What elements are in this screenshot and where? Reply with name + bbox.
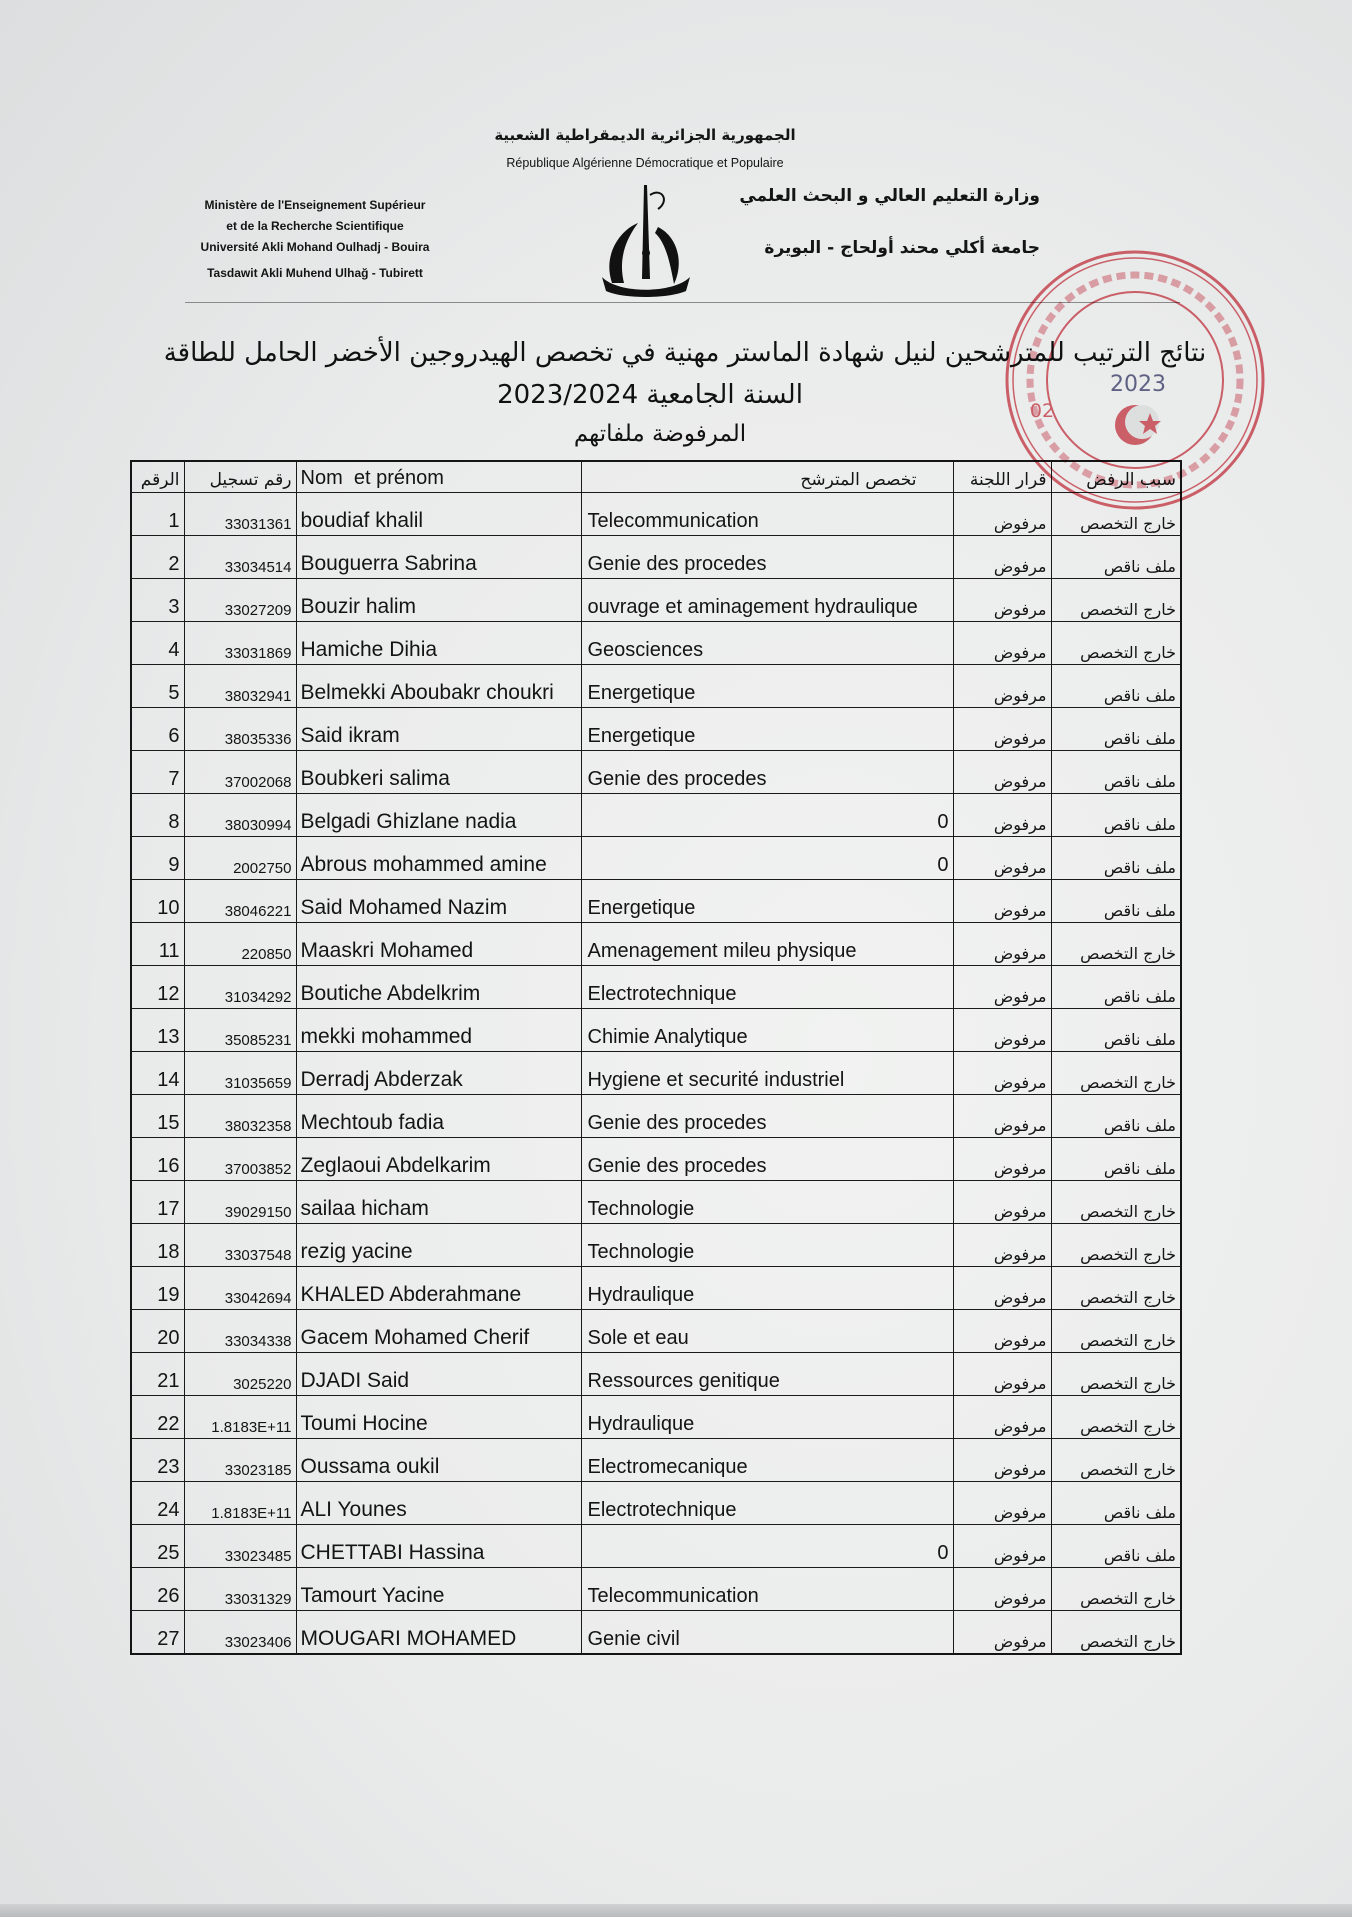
- candidate-name-cell: Mechtoub fadia: [296, 1095, 581, 1138]
- registration-number-cell: 35085231: [184, 1009, 296, 1052]
- table-row: [131, 665, 1181, 708]
- row-number-cell: 19: [131, 1267, 184, 1310]
- registration-number-cell: 33034514: [184, 536, 296, 579]
- rejection-reason-cell: خارج التخصص: [1051, 1267, 1181, 1310]
- candidate-specialty-cell: Technologie: [581, 1224, 953, 1267]
- row-number-cell: 27: [131, 1611, 184, 1655]
- table-row: [131, 1009, 1181, 1052]
- committee-decision-cell: مرفوض: [953, 1267, 1051, 1310]
- table-row: [131, 1095, 1181, 1138]
- rejection-reason-cell: خارج التخصص: [1051, 493, 1181, 536]
- rejection-reason-cell: ملف ناقص: [1051, 794, 1181, 837]
- committee-decision-cell: مرفوض: [953, 1611, 1051, 1655]
- republic-name-french: République Algérienne Démocratique et Populaire: [506, 156, 784, 170]
- candidate-name-cell: mekki mohammed: [296, 1009, 581, 1052]
- rejection-reason-cell: خارج التخصص: [1051, 923, 1181, 966]
- candidate-name-cell: DJADI Said: [296, 1353, 581, 1396]
- committee-decision-cell: مرفوض: [953, 1568, 1051, 1611]
- candidate-specialty-cell: Genie des procedes: [581, 536, 953, 579]
- rejection-reason-cell: خارج التخصص: [1051, 1052, 1181, 1095]
- candidate-name-cell: Said Mohamed Nazim: [296, 880, 581, 923]
- rejection-reason-cell: ملف ناقص: [1051, 1009, 1181, 1052]
- candidate-specialty-cell: Genie civil: [581, 1611, 953, 1655]
- column-header-number: الرقم: [131, 461, 184, 493]
- row-number-cell: 2: [131, 536, 184, 579]
- candidate-name-cell: CHETTABI Hassina: [296, 1525, 581, 1568]
- rejection-reason-cell: ملف ناقص: [1051, 751, 1181, 794]
- committee-decision-cell: مرفوض: [953, 622, 1051, 665]
- candidate-name-cell: Derradj Abderzak: [296, 1052, 581, 1095]
- rejection-reason-cell: ملف ناقص: [1051, 966, 1181, 1009]
- committee-decision-cell: مرفوض: [953, 1353, 1051, 1396]
- table-row: [131, 794, 1181, 837]
- table-row: [131, 751, 1181, 794]
- stamp-year: 2023: [1110, 372, 1166, 397]
- rejection-reason-cell: ملف ناقص: [1051, 1525, 1181, 1568]
- row-number-cell: 25: [131, 1525, 184, 1568]
- table-row: [131, 923, 1181, 966]
- committee-decision-cell: مرفوض: [953, 1052, 1051, 1095]
- table-row: [131, 1568, 1181, 1611]
- table-row: [131, 536, 1181, 579]
- table-row: [131, 1353, 1181, 1396]
- document-title: نتائج الترتيب للمترشحين لنيل شهادة الماستر مهنية في تخصص الهيدروجين الأخضر الحامل للطاقة: [163, 338, 1207, 368]
- candidate-name-cell: Abrous mohammed amine: [296, 837, 581, 880]
- republic-name-arabic: الجمهورية الجزائرية الديمقراطية الشعبية: [494, 126, 796, 144]
- university-name-amazigh: Tasdawit Akli Muhend Ulhağ - Tubirett: [207, 266, 423, 280]
- committee-decision-cell: مرفوض: [953, 837, 1051, 880]
- table-row: [131, 622, 1181, 665]
- ministry-line-french: Ministère de l'Enseignement Supérieur: [204, 198, 426, 212]
- table-row: [131, 1224, 1181, 1267]
- academic-year: السنة الجامعية 2023/2024: [497, 380, 803, 410]
- registration-number-cell: 38035336: [184, 708, 296, 751]
- candidate-specialty-cell: Hydraulique: [581, 1396, 953, 1439]
- row-number-cell: 10: [131, 880, 184, 923]
- row-number-cell: 13: [131, 1009, 184, 1052]
- candidate-name-cell: Belmekki Aboubakr choukri: [296, 665, 581, 708]
- committee-decision-cell: مرفوض: [953, 1439, 1051, 1482]
- table-row: [131, 837, 1181, 880]
- candidate-name-cell: Hamiche Dihia: [296, 622, 581, 665]
- candidate-name-cell: Tamourt Yacine: [296, 1568, 581, 1611]
- table-row: [131, 1482, 1181, 1525]
- candidate-specialty-cell: Hygiene et securité industriel: [581, 1052, 953, 1095]
- candidate-name-cell: KHALED Abderahmane: [296, 1267, 581, 1310]
- registration-number-cell: 37003852: [184, 1138, 296, 1181]
- registration-number-cell: 33031329: [184, 1568, 296, 1611]
- committee-decision-cell: مرفوض: [953, 579, 1051, 622]
- candidate-specialty-cell: Amenagement mileu physique: [581, 923, 953, 966]
- committee-decision-cell: مرفوض: [953, 493, 1051, 536]
- committee-decision-cell: مرفوض: [953, 1224, 1051, 1267]
- registration-number-cell: 33027209: [184, 579, 296, 622]
- registration-number-cell: 1.8183E+11: [184, 1482, 296, 1525]
- registration-number-cell: 33042694: [184, 1267, 296, 1310]
- row-number-cell: 14: [131, 1052, 184, 1095]
- candidate-specialty-cell: Telecommunication: [581, 493, 953, 536]
- column-header-reason: سبب الرفض: [1051, 461, 1181, 493]
- candidate-specialty-cell: 0: [581, 1525, 953, 1568]
- rejection-reason-cell: ملف ناقص: [1051, 880, 1181, 923]
- column-header-registration: رقم تسجيل: [184, 461, 296, 493]
- row-number-cell: 9: [131, 837, 184, 880]
- candidate-name-cell: Maaskri Mohamed: [296, 923, 581, 966]
- row-number-cell: 8: [131, 794, 184, 837]
- registration-number-cell: 38032941: [184, 665, 296, 708]
- candidate-specialty-cell: Hydraulique: [581, 1267, 953, 1310]
- row-number-cell: 11: [131, 923, 184, 966]
- official-stamp: [1000, 245, 1270, 515]
- candidate-name-cell: Bouguerra Sabrina: [296, 536, 581, 579]
- row-number-cell: 4: [131, 622, 184, 665]
- registration-number-cell: 33031869: [184, 622, 296, 665]
- candidate-specialty-cell: Electrotechnique: [581, 966, 953, 1009]
- row-number-cell: 5: [131, 665, 184, 708]
- rejection-reason-cell: خارج التخصص: [1051, 579, 1181, 622]
- registration-number-cell: 33023485: [184, 1525, 296, 1568]
- table-row: [131, 880, 1181, 923]
- registration-number-cell: 220850: [184, 923, 296, 966]
- row-number-cell: 3: [131, 579, 184, 622]
- candidate-specialty-cell: Genie des procedes: [581, 1138, 953, 1181]
- candidate-name-cell: Gacem Mohamed Cherif: [296, 1310, 581, 1353]
- registration-number-cell: 31034292: [184, 966, 296, 1009]
- registration-number-cell: 33037548: [184, 1224, 296, 1267]
- ministry-name-arabic: وزارة التعليم العالي و البحث العلمي: [739, 186, 1040, 206]
- registration-number-cell: 33023185: [184, 1439, 296, 1482]
- committee-decision-cell: مرفوض: [953, 923, 1051, 966]
- column-header-decision: قرار اللجنة: [953, 461, 1051, 493]
- candidate-name-cell: Oussama oukil: [296, 1439, 581, 1482]
- candidate-specialty-cell: Genie des procedes: [581, 1095, 953, 1138]
- candidate-specialty-cell: Energetique: [581, 708, 953, 751]
- candidate-name-cell: rezig yacine: [296, 1224, 581, 1267]
- table-row: [131, 1181, 1181, 1224]
- table-row: [131, 1525, 1181, 1568]
- rejection-reason-cell: ملف ناقص: [1051, 1095, 1181, 1138]
- committee-decision-cell: مرفوض: [953, 1482, 1051, 1525]
- background-surface: [0, 1904, 1352, 1917]
- row-number-cell: 12: [131, 966, 184, 1009]
- registration-number-cell: 2002750: [184, 837, 296, 880]
- candidate-specialty-cell: Ressources genitique: [581, 1353, 953, 1396]
- table-body: [131, 493, 1181, 1655]
- rejection-reason-cell: خارج التخصص: [1051, 1439, 1181, 1482]
- registration-number-cell: 33031361: [184, 493, 296, 536]
- document-subtitle: المرفوضة ملفاتهم: [573, 421, 747, 447]
- candidate-name-cell: Boutiche Abdelkrim: [296, 966, 581, 1009]
- rejection-reason-cell: خارج التخصص: [1051, 1310, 1181, 1353]
- committee-decision-cell: مرفوض: [953, 1525, 1051, 1568]
- column-header-specialty: تخصص المترشح: [581, 461, 953, 493]
- row-number-cell: 15: [131, 1095, 184, 1138]
- row-number-cell: 22: [131, 1396, 184, 1439]
- registration-number-cell: 1.8183E+11: [184, 1396, 296, 1439]
- committee-decision-cell: مرفوض: [953, 708, 1051, 751]
- rejection-reason-cell: خارج التخصص: [1051, 1568, 1181, 1611]
- registration-number-cell: 33023406: [184, 1611, 296, 1655]
- table-row: [131, 1310, 1181, 1353]
- rejection-reason-cell: ملف ناقص: [1051, 665, 1181, 708]
- committee-decision-cell: مرفوض: [953, 751, 1051, 794]
- candidate-specialty-cell: Energetique: [581, 880, 953, 923]
- committee-decision-cell: مرفوض: [953, 1310, 1051, 1353]
- row-number-cell: 26: [131, 1568, 184, 1611]
- column-header-name: Nom et prénom: [296, 461, 581, 493]
- candidate-name-cell: Zeglaoui Abdelkarim: [296, 1138, 581, 1181]
- table-row: [131, 1396, 1181, 1439]
- rejection-reason-cell: ملف ناقص: [1051, 1138, 1181, 1181]
- row-number-cell: 18: [131, 1224, 184, 1267]
- candidate-name-cell: sailaa hicham: [296, 1181, 581, 1224]
- committee-decision-cell: مرفوض: [953, 665, 1051, 708]
- rejection-reason-cell: ملف ناقص: [1051, 1482, 1181, 1525]
- committee-decision-cell: مرفوض: [953, 966, 1051, 1009]
- committee-decision-cell: مرفوض: [953, 1095, 1051, 1138]
- registration-number-cell: 33034338: [184, 1310, 296, 1353]
- table-row: [131, 1439, 1181, 1482]
- candidate-specialty-cell: 0: [581, 837, 953, 880]
- rejection-reason-cell: خارج التخصص: [1051, 1353, 1181, 1396]
- stamp-day: 02: [1029, 400, 1055, 422]
- committee-decision-cell: مرفوض: [953, 536, 1051, 579]
- table-row: [131, 1138, 1181, 1181]
- row-number-cell: 21: [131, 1353, 184, 1396]
- row-number-cell: 23: [131, 1439, 184, 1482]
- candidate-specialty-cell: Electrotechnique: [581, 1482, 953, 1525]
- university-logo: [598, 183, 693, 298]
- candidate-specialty-cell: Geosciences: [581, 622, 953, 665]
- university-name-arabic: جامعة أكلي محند أولحاج - البويرة: [764, 238, 1040, 258]
- registration-number-cell: 38032358: [184, 1095, 296, 1138]
- candidate-name-cell: Bouzir halim: [296, 579, 581, 622]
- committee-decision-cell: مرفوض: [953, 1138, 1051, 1181]
- table-row: [131, 1052, 1181, 1095]
- table-row: [131, 1611, 1181, 1655]
- row-number-cell: 1: [131, 493, 184, 536]
- candidate-name-cell: Boubkeri salima: [296, 751, 581, 794]
- table-row: [131, 708, 1181, 751]
- rejection-reason-cell: ملف ناقص: [1051, 837, 1181, 880]
- table-row: [131, 966, 1181, 1009]
- row-number-cell: 24: [131, 1482, 184, 1525]
- registration-number-cell: 38030994: [184, 794, 296, 837]
- candidate-name-cell: ALI Younes: [296, 1482, 581, 1525]
- row-number-cell: 20: [131, 1310, 184, 1353]
- row-number-cell: 6: [131, 708, 184, 751]
- candidate-name-cell: Said ikram: [296, 708, 581, 751]
- committee-decision-cell: مرفوض: [953, 1009, 1051, 1052]
- registration-number-cell: 37002068: [184, 751, 296, 794]
- candidate-specialty-cell: Electromecanique: [581, 1439, 953, 1482]
- candidate-specialty-cell: 0: [581, 794, 953, 837]
- candidate-name-cell: MOUGARI MOHAMED: [296, 1611, 581, 1655]
- rejection-reason-cell: خارج التخصص: [1051, 1611, 1181, 1655]
- row-number-cell: 16: [131, 1138, 184, 1181]
- rejection-reason-cell: خارج التخصص: [1051, 1396, 1181, 1439]
- committee-decision-cell: مرفوض: [953, 880, 1051, 923]
- table-row: [131, 579, 1181, 622]
- registration-number-cell: 39029150: [184, 1181, 296, 1224]
- rejection-reason-cell: خارج التخصص: [1051, 1224, 1181, 1267]
- committee-decision-cell: مرفوض: [953, 1181, 1051, 1224]
- candidate-name-cell: Belgadi Ghizlane nadia: [296, 794, 581, 837]
- candidate-specialty-cell: Sole et eau: [581, 1310, 953, 1353]
- row-number-cell: 17: [131, 1181, 184, 1224]
- candidate-specialty-cell: Chimie Analytique: [581, 1009, 953, 1052]
- committee-decision-cell: مرفوض: [953, 1396, 1051, 1439]
- rejection-reason-cell: خارج التخصص: [1051, 1181, 1181, 1224]
- committee-decision-cell: مرفوض: [953, 794, 1051, 837]
- registration-number-cell: 31035659: [184, 1052, 296, 1095]
- rejection-reason-cell: ملف ناقص: [1051, 536, 1181, 579]
- candidate-specialty-cell: Energetique: [581, 665, 953, 708]
- row-number-cell: 7: [131, 751, 184, 794]
- university-name-french: Université Akli Mohand Oulhadj - Bouira: [200, 240, 430, 254]
- registration-number-cell: 38046221: [184, 880, 296, 923]
- registration-number-cell: 3025220: [184, 1353, 296, 1396]
- candidate-specialty-cell: Telecommunication: [581, 1568, 953, 1611]
- table-row: [131, 1267, 1181, 1310]
- rejection-reason-cell: ملف ناقص: [1051, 708, 1181, 751]
- candidate-name-cell: Toumi Hocine: [296, 1396, 581, 1439]
- candidate-specialty-cell: ouvrage et aminagement hydraulique: [581, 579, 953, 622]
- candidate-specialty-cell: Genie des procedes: [581, 751, 953, 794]
- ministry-line-french: et de la Recherche Scientifique: [226, 219, 404, 233]
- rejected-candidates-table: [130, 460, 1182, 1655]
- rejection-reason-cell: خارج التخصص: [1051, 622, 1181, 665]
- candidate-specialty-cell: Technologie: [581, 1181, 953, 1224]
- candidate-name-cell: boudiaf khalil: [296, 493, 581, 536]
